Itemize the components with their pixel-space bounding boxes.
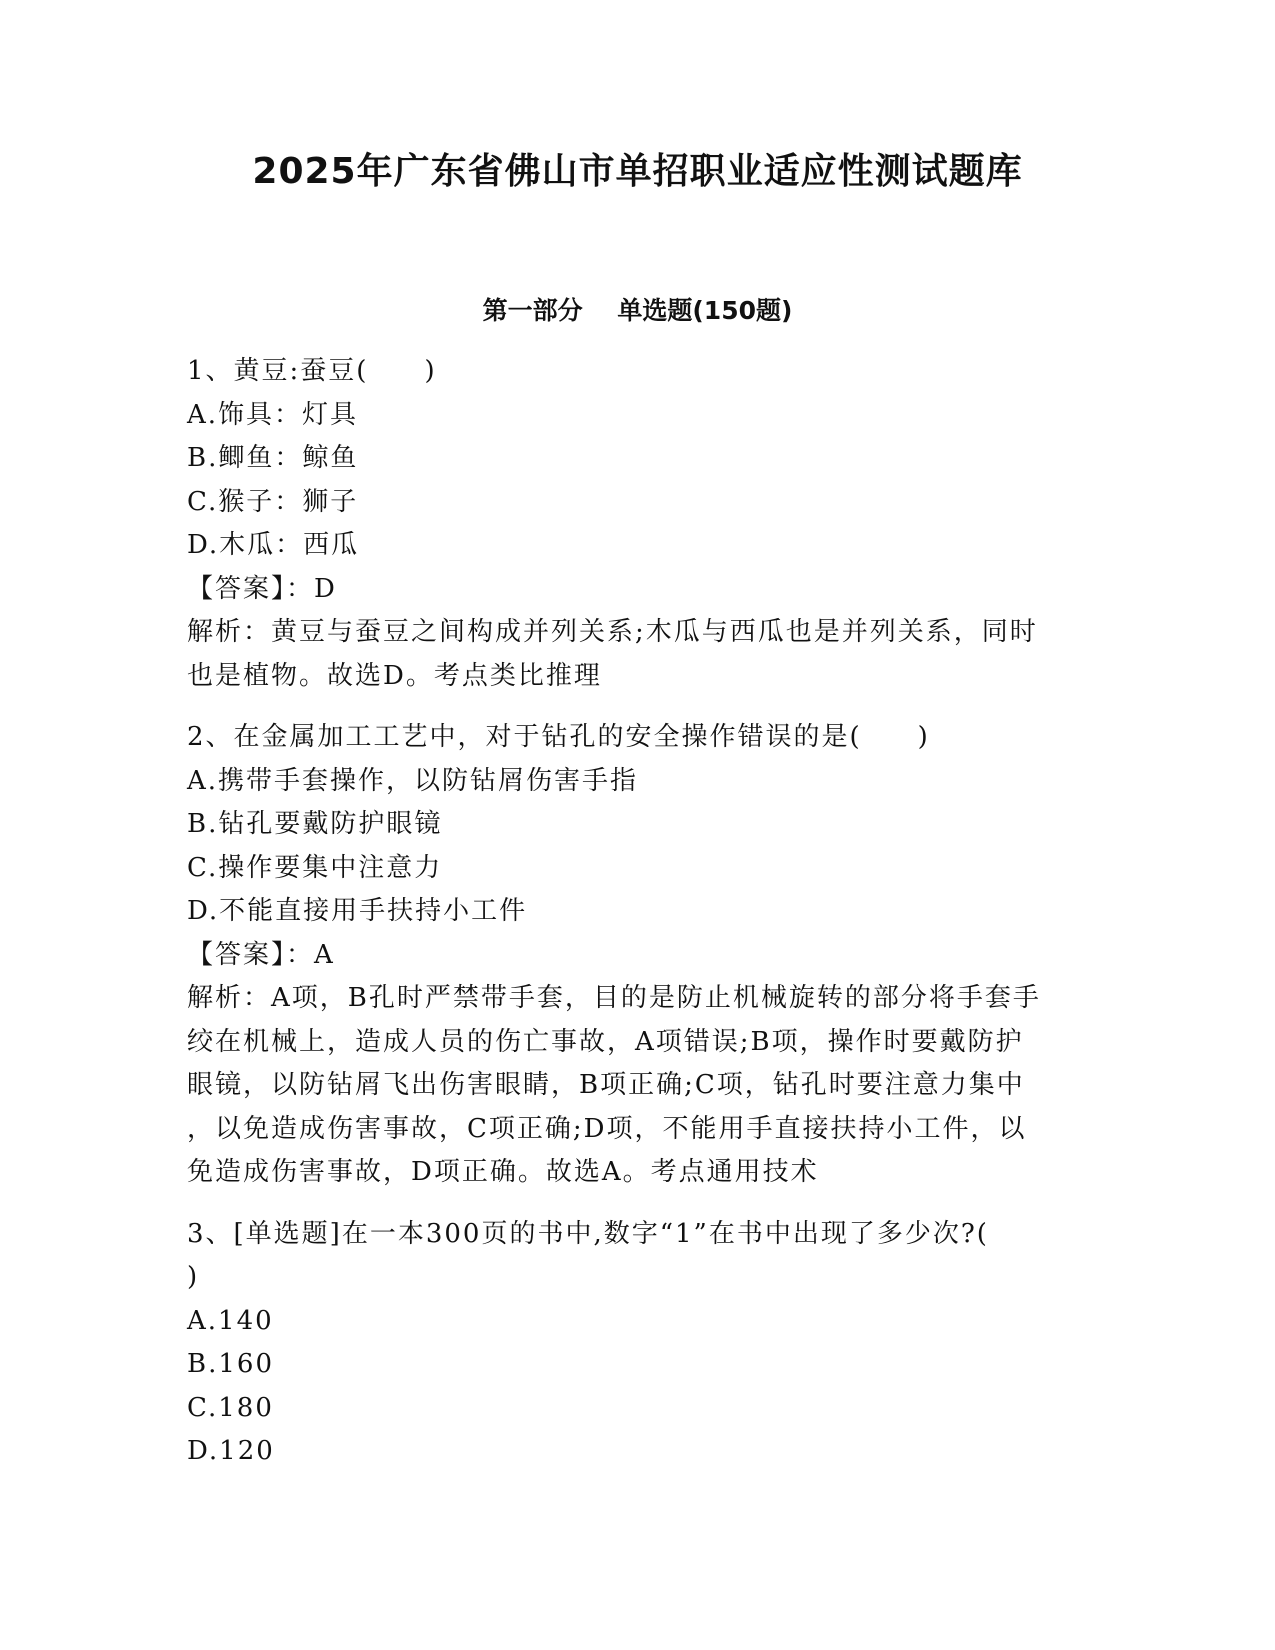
analysis-line: 也是植物。故选D。考点类比推理: [187, 660, 602, 691]
question-stem: 3、[单选题]在一本300页的书中,数字“1”在书中出现了多少次?(: [187, 1218, 989, 1249]
section-heading: 第一部分 单选题(150题): [482, 296, 793, 325]
analysis-line: ，以免造成伤害事故，C项正确;D项，不能用手直接扶持小工件，以: [187, 1113, 1027, 1144]
analysis-line: 眼镜，以防钻屑飞出伤害眼睛，B项正确;C项，钻孔时要注意力集中: [187, 1070, 1025, 1100]
question-list: [187, 350, 1087, 1474]
option-c: C.180: [187, 1392, 274, 1423]
option-b: B.钻孔要戴防护眼镜: [187, 809, 443, 839]
analysis-line: 解析：A项，B孔时严禁带手套，目的是防止机械旋转的部分将手套手: [187, 983, 1041, 1013]
question-stem-continued: ): [187, 1262, 200, 1292]
option-b: B.鲫鱼：鲸鱼: [187, 443, 359, 473]
question-3: [187, 1213, 1087, 1474]
option-a: A.饰具：灯具: [187, 399, 359, 430]
answer-label: 【答案】：D: [187, 573, 337, 604]
option-d: D.木瓜：西瓜: [187, 530, 360, 560]
option-b: B.160: [187, 1349, 274, 1379]
document-title: 2025年广东省佛山市单招职业适应性测试题库: [252, 151, 1023, 192]
question-1: [187, 350, 1087, 698]
analysis-line: 解析：黄豆与蚕豆之间构成并列关系;木瓜与西瓜也是并列关系，同时: [187, 617, 1038, 647]
question-stem: 2、在金属加工工艺中，对于钻孔的安全操作错误的是( ): [187, 722, 930, 752]
question-stem: 1、黄豆:蚕豆( ): [187, 356, 437, 386]
option-d: D.不能直接用手扶持小工件: [187, 896, 528, 926]
option-c: C.操作要集中注意力: [187, 852, 443, 883]
analysis-line: 免造成伤害事故，D项正确。故选A。考点通用技术: [187, 1157, 819, 1187]
question-2: [187, 716, 1087, 1195]
analysis-line: 绞在机械上，造成人员的伤亡事故，A项错误;B项，操作时要戴防护: [187, 1026, 1024, 1057]
option-a: A.140: [187, 1305, 274, 1336]
option-c: C.猴子：狮子: [187, 486, 359, 517]
option-d: D.120: [187, 1436, 275, 1466]
answer-label: 【答案】：A: [187, 939, 335, 970]
option-a: A.携带手套操作，以防钻屑伤害手指: [187, 765, 639, 796]
